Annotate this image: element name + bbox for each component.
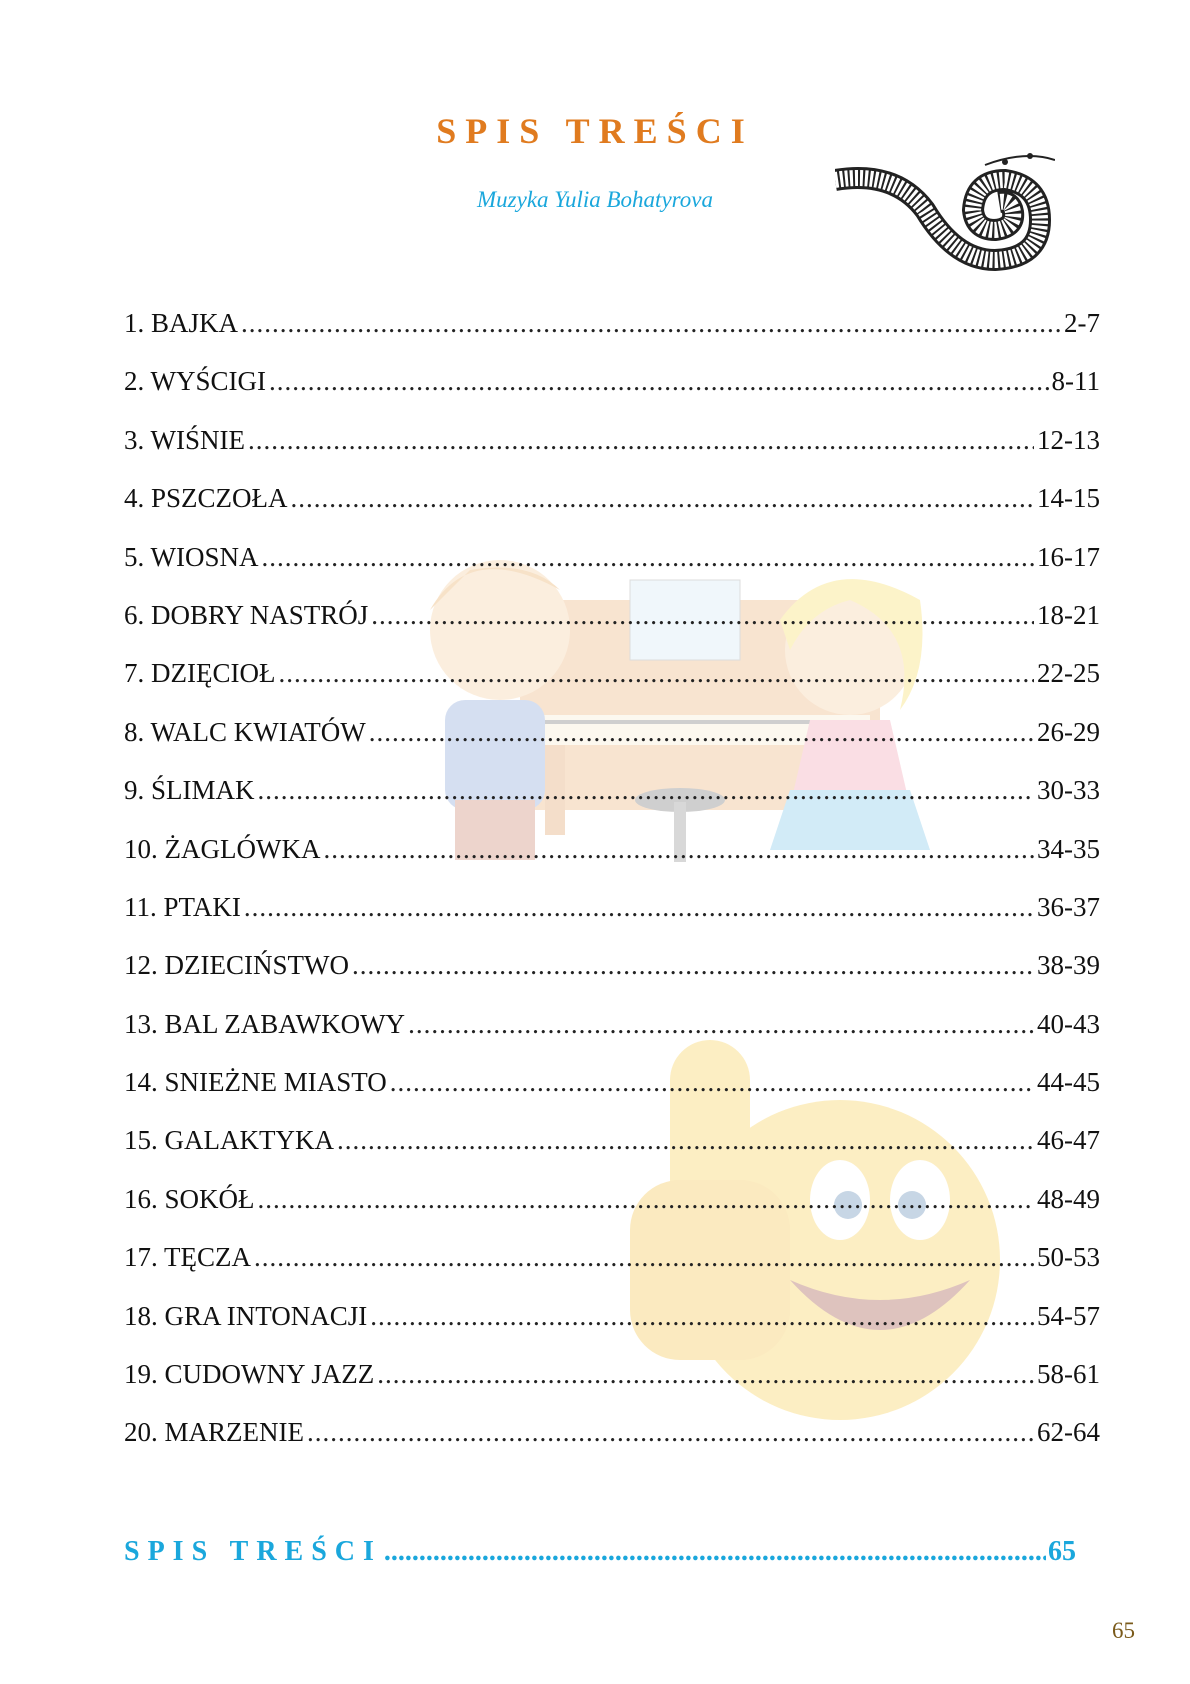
toc-entry[interactable] <box>124 1359 1100 1417</box>
toc-entry-title: 14. SNIEŻNE MIASTO <box>124 1067 387 1098</box>
toc-entry-pages: 58-61 <box>1037 1359 1100 1390</box>
dot-leader <box>337 1125 1034 1156</box>
toc-entry[interactable] <box>124 308 1100 366</box>
dot-leader <box>258 1184 1034 1215</box>
dot-leader <box>369 717 1034 748</box>
toc-entry-title: 8. WALC KWIATÓW <box>124 716 366 747</box>
toc-entry-title: 5. WIOSNA <box>124 541 259 572</box>
toc-final-pages: 65 <box>1048 1536 1076 1567</box>
toc-entry[interactable] <box>124 892 1100 950</box>
toc-entry-pages: 54-57 <box>1037 1300 1100 1331</box>
toc-entry-title: 12. DZIECIŃSTWO <box>124 950 349 981</box>
toc-entry[interactable] <box>124 1242 1100 1300</box>
toc-entry[interactable] <box>124 600 1100 658</box>
toc-entry-title: 7. DZIĘCIOŁ <box>124 658 276 689</box>
toc-entry-title: 15. GALAKTYKA <box>124 1125 334 1156</box>
toc-entry[interactable] <box>124 542 1100 600</box>
dot-leader <box>244 892 1034 923</box>
dot-leader <box>248 425 1034 456</box>
toc-entry[interactable] <box>124 717 1100 775</box>
dot-leader <box>384 1536 1046 1568</box>
toc-entry-pages: 46-47 <box>1037 1125 1100 1156</box>
dot-leader <box>323 834 1034 865</box>
toc-entry-title: 17. TĘCZA <box>124 1242 251 1273</box>
toc-entry-title: 10. ŻAGLÓWKA <box>124 833 321 864</box>
dot-leader <box>307 1417 1034 1448</box>
piano-keys-swirl-icon <box>835 150 1055 280</box>
toc-entry[interactable] <box>124 425 1100 483</box>
toc-entry-pages: 2-7 <box>1064 308 1100 338</box>
toc-entry-title: 13. BAL ZABAWKOWY <box>124 1008 406 1039</box>
toc-final-entry[interactable] <box>124 1536 1076 1568</box>
dot-leader <box>408 1009 1034 1040</box>
toc-entry-title: 2. WYŚCIGI <box>124 366 267 397</box>
toc-entry[interactable] <box>124 658 1100 716</box>
toc-entry-pages: 40-43 <box>1037 1008 1100 1039</box>
toc-entry[interactable] <box>124 483 1100 541</box>
toc-entry-pages: 44-45 <box>1037 1067 1100 1098</box>
toc-entry[interactable] <box>124 775 1100 833</box>
dot-leader <box>254 1242 1034 1273</box>
dot-leader <box>377 1359 1034 1390</box>
composer-subtitle: Muzyka Yulia Bohatyrova <box>477 187 713 212</box>
dot-leader <box>258 775 1034 806</box>
toc-entry[interactable] <box>124 950 1100 1008</box>
toc-entry-pages: 16-17 <box>1037 541 1100 572</box>
dot-leader <box>291 483 1034 514</box>
toc-entry[interactable] <box>124 1009 1100 1067</box>
dot-leader <box>262 542 1035 573</box>
toc-entry-title: 19. CUDOWNY JAZZ <box>124 1359 375 1390</box>
toc-entry-title: 20. MARZENIE <box>124 1417 304 1448</box>
dot-leader <box>278 658 1034 689</box>
toc-entry[interactable] <box>124 366 1100 424</box>
toc-entry-pages: 50-53 <box>1037 1242 1100 1273</box>
toc-entry[interactable] <box>124 1184 1100 1242</box>
dot-leader <box>269 366 1048 397</box>
toc-entry-title: 4. PSZCZOŁA <box>124 483 288 514</box>
dot-leader <box>371 600 1034 631</box>
toc-entry-pages: 12-13 <box>1037 424 1100 455</box>
toc-entry[interactable] <box>124 1125 1100 1183</box>
toc-entry[interactable] <box>124 1301 1100 1359</box>
dot-leader <box>352 950 1034 981</box>
toc-entry[interactable] <box>124 1417 1100 1475</box>
toc-entry-pages: 34-35 <box>1037 833 1100 864</box>
toc-entry-title: 6. DOBRY NASTRÓJ <box>124 599 369 630</box>
toc-entry-title: 3. WIŚNIE <box>124 424 245 455</box>
toc-entry[interactable] <box>124 1067 1100 1125</box>
toc-entry-title: 11. PTAKI <box>124 891 241 922</box>
toc-entry-pages: 36-37 <box>1037 891 1100 922</box>
toc-final-label: SPIS TREŚCI <box>124 1536 382 1567</box>
toc-entry-pages: 38-39 <box>1037 950 1100 981</box>
toc-entry-title: 9. ŚLIMAK <box>124 775 255 806</box>
table-of-contents <box>124 308 1100 1476</box>
dot-leader <box>390 1067 1034 1098</box>
toc-entry-pages: 14-15 <box>1037 483 1100 514</box>
toc-entry[interactable] <box>124 834 1100 892</box>
dot-leader <box>241 308 1061 339</box>
toc-entry-pages: 48-49 <box>1037 1183 1100 1214</box>
page-number: 65 <box>1112 1618 1135 1643</box>
toc-entry-title: 16. SOKÓŁ <box>124 1183 255 1214</box>
dot-leader <box>370 1301 1034 1332</box>
toc-entry-pages: 22-25 <box>1037 658 1100 689</box>
toc-entry-title: 18. GRA INTONACJI <box>124 1300 368 1331</box>
toc-entry-pages: 18-21 <box>1037 599 1100 630</box>
toc-entry-pages: 8-11 <box>1051 366 1100 397</box>
toc-entry-title: 1. BAJKA <box>124 308 239 338</box>
toc-entry-pages: 26-29 <box>1037 716 1100 747</box>
page-title: SPIS TREŚCI <box>436 111 754 151</box>
toc-entry-pages: 30-33 <box>1037 775 1100 806</box>
toc-entry-pages: 62-64 <box>1037 1417 1100 1448</box>
